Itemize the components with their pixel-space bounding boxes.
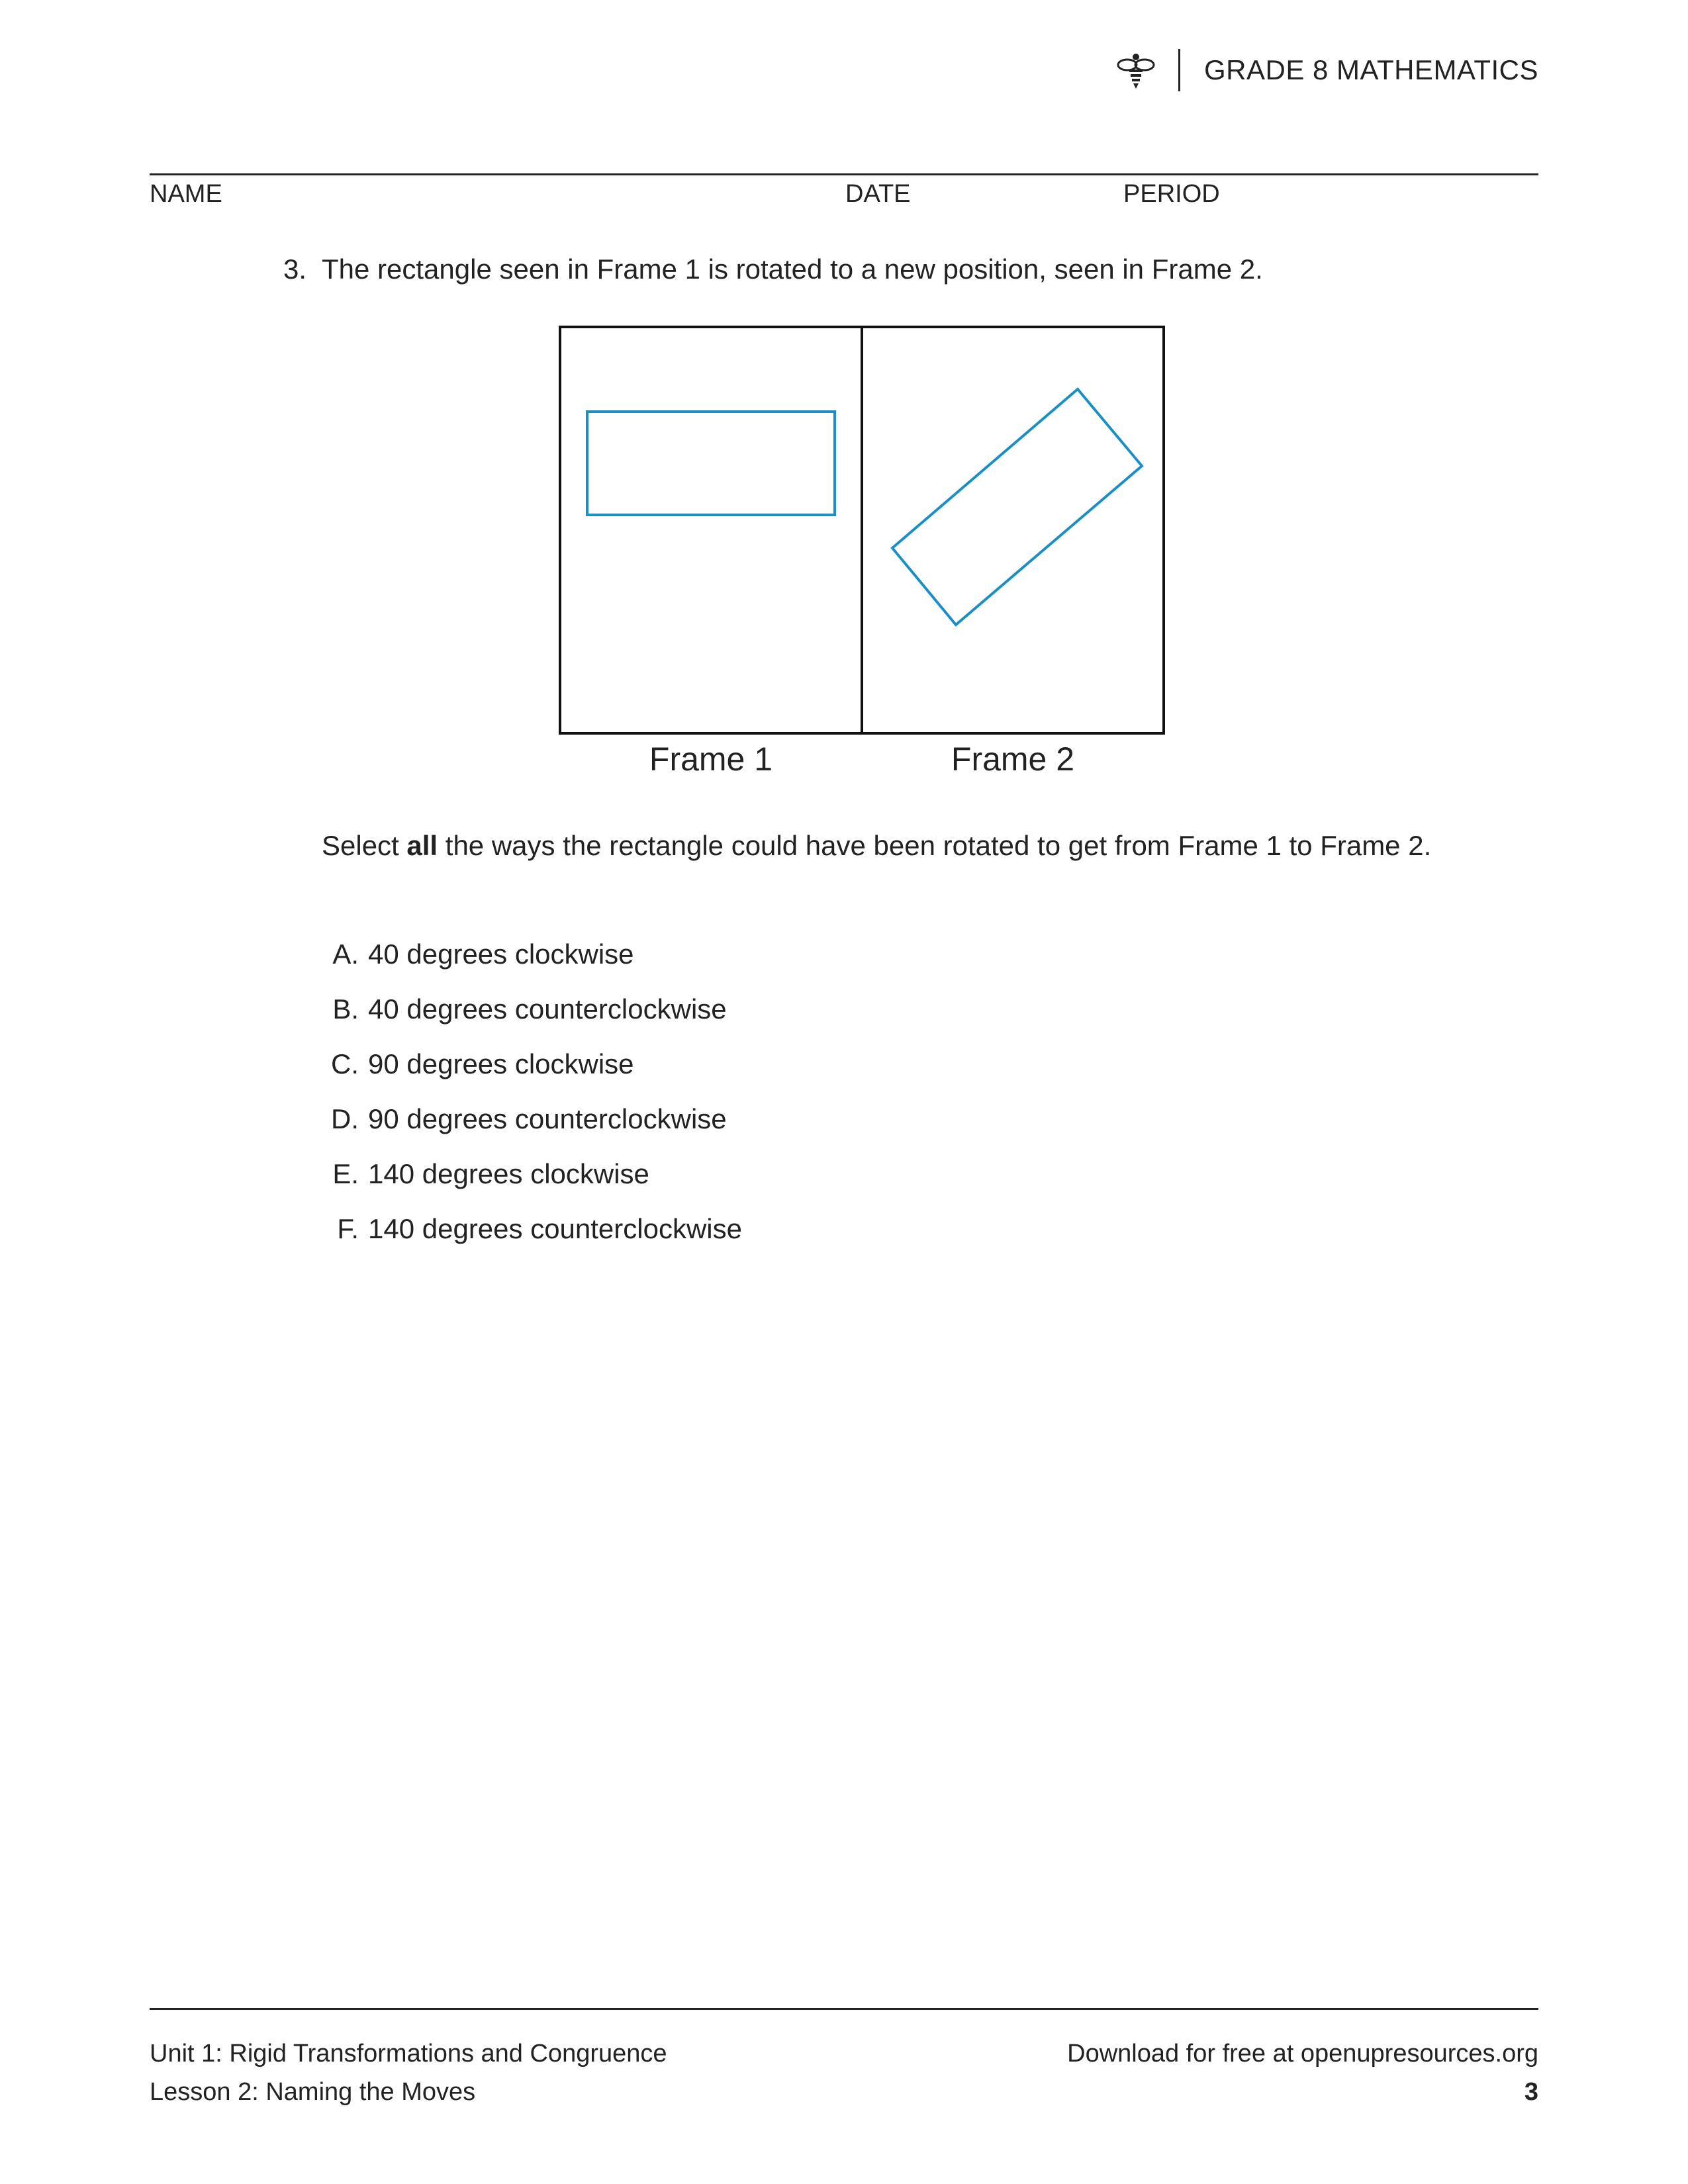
frame-1-border (560, 327, 862, 733)
download-link[interactable]: Download for free at openupresources.org (1067, 2040, 1538, 2068)
name-date-rule (150, 173, 1538, 175)
option-f[interactable] (322, 1209, 1248, 1264)
footer-download-info (1067, 2034, 1538, 2111)
option-e[interactable] (322, 1154, 1248, 1209)
option-text: 40 degrees counterclockwise (368, 993, 727, 1024)
rotated-rectangle (892, 389, 1142, 625)
option-letter: C. (331, 1048, 359, 1079)
footer-rule (150, 2008, 1538, 2010)
frame-2-label: Frame 2 (951, 741, 1075, 778)
question-text: The rectangle seen in Frame 1 is rotated to a new position, seen in Frame 2. (322, 253, 1263, 285)
header-divider (1178, 49, 1180, 91)
question-number: 3. (283, 253, 307, 285)
footer-lesson-info (150, 2034, 667, 2111)
option-text: 140 degrees clockwise (368, 1158, 649, 1189)
prompt-text-start: Select (322, 830, 407, 861)
option-text: 140 degrees counterclockwise (368, 1213, 742, 1244)
question-prompt (322, 826, 1434, 866)
option-b[interactable] (322, 989, 1248, 1044)
date-label: DATE (845, 180, 911, 208)
question-stem (283, 251, 1263, 287)
option-text: 40 degrees clockwise (368, 938, 634, 970)
option-letter: B. (332, 993, 359, 1024)
option-letter: E. (332, 1158, 359, 1189)
option-text: 90 degrees clockwise (368, 1048, 634, 1079)
lesson-title: Lesson 2: Naming the Moves (150, 2078, 476, 2106)
option-c[interactable] (322, 1044, 1248, 1099)
option-a[interactable] (322, 934, 1248, 989)
frame-1-label: Frame 1 (649, 741, 773, 778)
name-label: NAME (150, 180, 222, 208)
original-rectangle (587, 412, 835, 515)
header-brand (1115, 48, 1538, 93)
period-label: PERIOD (1123, 180, 1220, 208)
page-number: 3 (1524, 2078, 1538, 2106)
bee-icon (1115, 49, 1157, 91)
frame-2-border (862, 327, 1164, 733)
unit-title: Unit 1: Rigid Transformations and Congruence (150, 2040, 667, 2068)
prompt-emphasis: all (406, 830, 438, 861)
option-letter: A. (332, 938, 359, 970)
course-title: GRADE 8 MATHEMATICS (1204, 54, 1538, 85)
option-d[interactable] (322, 1099, 1248, 1154)
option-letter: D. (331, 1103, 359, 1134)
option-text: 90 degrees counterclockwise (368, 1103, 727, 1134)
prompt-text-end: the ways the rectangle could have been rotated to get from Frame 1 to Frame 2. (438, 830, 1432, 861)
frames-diagram (559, 326, 1174, 789)
answer-options (322, 934, 1248, 1264)
option-letter: F. (337, 1213, 359, 1244)
rotation-figure (559, 326, 1174, 789)
